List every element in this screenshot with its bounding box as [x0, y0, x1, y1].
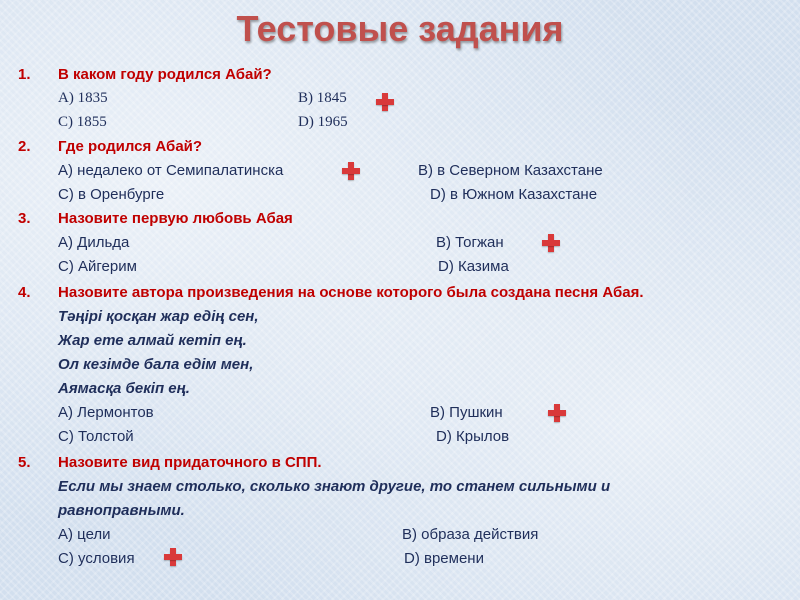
quote-line: Тәңірі қосқан жар едің сен,	[58, 308, 259, 325]
red-plus-icon	[542, 234, 560, 252]
page-title: Тестовые задания	[236, 8, 564, 49]
option-d: D) в Южном Казахстане	[430, 186, 598, 203]
question-5	[18, 454, 322, 471]
option-b: В) образа действия	[402, 526, 539, 543]
question-2	[18, 138, 202, 155]
option-a: А) цели	[58, 526, 111, 543]
question-number: 4.	[18, 284, 31, 301]
option-d: D) Казима	[438, 258, 509, 275]
option-b: В) Тогжан	[436, 234, 504, 251]
red-plus-icon	[376, 93, 394, 111]
question-number: 2.	[18, 138, 31, 155]
option-c: С) Толстой	[58, 428, 134, 445]
question-number: 1.	[18, 66, 31, 83]
question-text: Назовите автора произведения на основе которого была создана песня Абая.	[58, 284, 644, 301]
option-a: А) Лермонтов	[58, 404, 154, 421]
quote-line: Если мы знаем столько, сколько знают другие, то станем сильными и	[58, 478, 611, 495]
quote-line: Аямасқа бекіп ең.	[58, 380, 190, 397]
option-a: А) Дильда	[58, 234, 130, 251]
red-plus-icon	[164, 548, 182, 566]
option-b: В) в Северном Казахстане	[418, 162, 603, 179]
red-plus-icon	[548, 404, 566, 422]
quote-line: Ол кезімде бала едім мен,	[58, 356, 254, 373]
question-text: Назовите вид придаточного в СПП.	[58, 454, 322, 471]
question-4	[18, 284, 644, 301]
question-text: Назовите первую любовь Абая	[58, 210, 293, 227]
option-c: С) 1855	[58, 114, 107, 130]
option-b: В) 1845	[298, 90, 347, 106]
option-b: В) Пушкин	[430, 404, 503, 421]
option-a: А) 1835	[58, 90, 108, 106]
question-number: 3.	[18, 210, 31, 227]
question-text: Где родился Абай?	[58, 138, 203, 155]
option-d: D) времени	[404, 550, 484, 567]
option-d: D) 1965	[298, 114, 348, 130]
question-text: В каком году родился Абай?	[58, 66, 272, 83]
question-3	[18, 210, 293, 227]
option-a: А) недалеко от Семипалатинска	[58, 162, 284, 179]
option-c: С) Айгерим	[58, 258, 137, 275]
quote-line: Жар ете алмай кетіп ең.	[58, 332, 247, 349]
option-c: С) в Оренбурге	[58, 186, 165, 203]
question-1	[18, 66, 272, 83]
option-d: D) Крылов	[436, 428, 510, 445]
option-c: С) условия	[58, 550, 135, 567]
red-plus-icon	[342, 162, 360, 180]
question-number: 5.	[18, 454, 31, 471]
quote-line: равноправными.	[58, 502, 185, 519]
